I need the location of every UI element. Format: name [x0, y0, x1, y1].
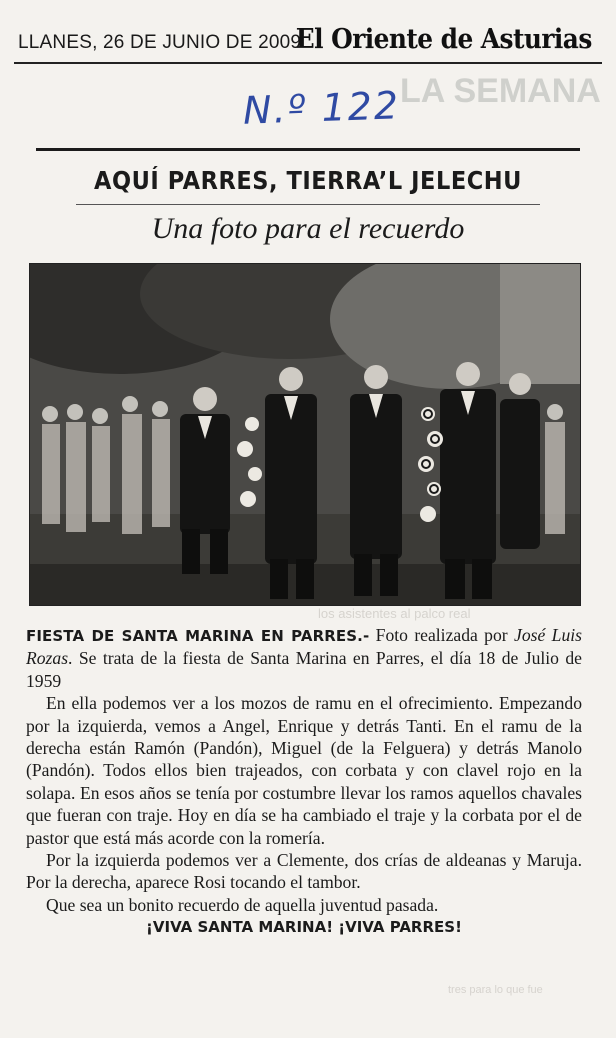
- body-paragraph-3: Que sea un bonito recuerdo de aquella juventud pasada.: [46, 894, 439, 915]
- body-paragraph-2: Por la izquierda podemos ver a Clemente, dos crías de aldeanas y Maruja. Por la derecha, aparece Rosi tocando el tambor.: [26, 850, 582, 893]
- dateline: LLANES, 26 DE JUNIO DE 2009: [18, 32, 302, 53]
- bleed-text-bottom: tres para lo que fue: [448, 984, 543, 996]
- article-top-rule: [36, 148, 580, 151]
- header-divider: [14, 62, 602, 64]
- caption-author: José Luis Rozas: [26, 625, 582, 669]
- bleed-text-left: los asistentes al palco real: [318, 606, 471, 621]
- article-subtitle: Una foto para el recuerdo: [151, 212, 465, 245]
- caption-label: FIESTA DE SANTA MARINA EN PARRES.-: [26, 627, 370, 645]
- article-headline: AQUÍ PARRES, TIERRA’L JELECHU: [93, 166, 522, 195]
- caption-post-author: . Se trata de la fiesta de Santa Marina en Parres, el día 18 de Julio de 1959: [26, 648, 582, 691]
- closing-line: ¡VIVA SANTA MARINA! ¡VIVA PARRES!: [146, 918, 462, 937]
- article-body: [26, 624, 582, 939]
- newspaper-header: [14, 22, 604, 64]
- caption-pre-author: Foto realizada por: [369, 625, 515, 645]
- newspaper-masthead: El Oriente de Asturias: [295, 24, 592, 55]
- article-photo: [29, 263, 581, 606]
- article: [26, 148, 586, 1016]
- body-paragraph-1: En ella podemos ver a los mozos de ramu en el ofrecimiento. Empezando por la izquierda, vemos a Angel, Enrique y detrás Tanti. En el ramu de la derecha están Ramón (Pandón), Miguel (de la Felguera) y detrás Manolo (Pandón). Todos ellos bien trajeados, con corbata y con clavel rojo en la solapa. En esos años se tenía por costumbre llevar los ramos aquellos chavales que fueran con traje. Hoy en día se ha cambiado el traje y la corbata por el de pastor que está más acorde con la romería.: [26, 693, 582, 848]
- headline-underline: [76, 204, 540, 205]
- photo-caption: [26, 624, 582, 692]
- handwritten-annotation: N.º 122: [242, 83, 401, 133]
- photo-illustration: [30, 264, 580, 605]
- bleed-text-top: LA SEMANA: [400, 72, 601, 110]
